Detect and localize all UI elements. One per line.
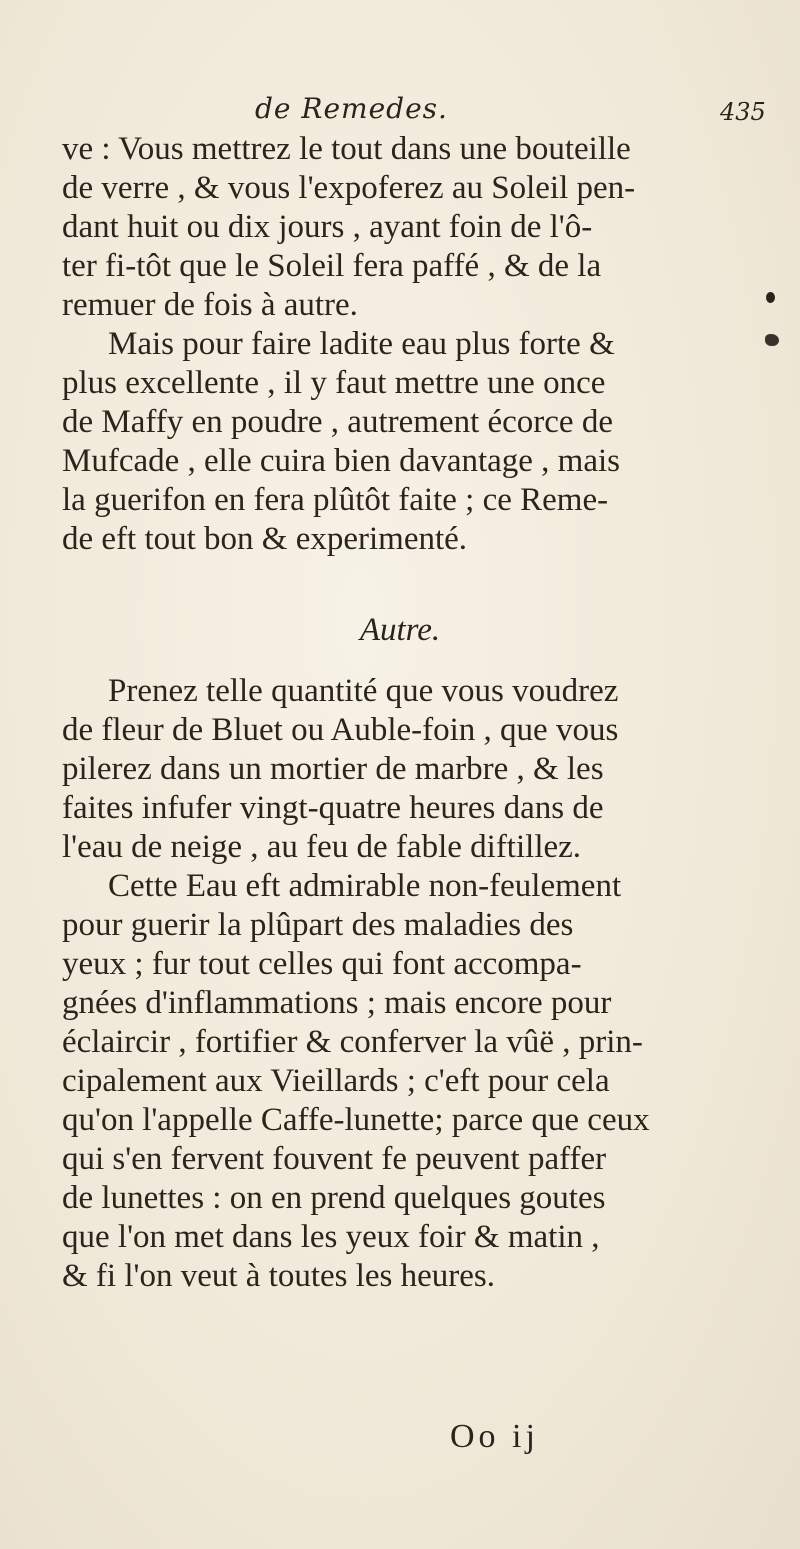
- text-line: gnées d'inflammations ; mais encore pour: [62, 985, 612, 1021]
- text-line: éclaircir , fortifier & conferver la vûë , prin-: [62, 1024, 643, 1060]
- text-line: que l'on met dans les yeux foir & matin ,: [62, 1219, 600, 1255]
- text-line: l'eau de neige , au feu de fable diftillez.: [62, 829, 582, 865]
- page-number: 435: [720, 98, 766, 126]
- text-line: ve : Vous mettrez le tout dans une bouteille: [62, 131, 631, 167]
- text-line: Mufcade , elle cuira bien davantage , mais: [62, 443, 621, 479]
- running-title: de Remedes.: [255, 92, 448, 125]
- text-line: Mais pour faire ladite eau plus forte &: [108, 326, 615, 362]
- text-line: faites infufer vingt-quatre heures dans de: [62, 790, 604, 826]
- paragraph-continuation: [62, 130, 782, 325]
- text-line: de fleur de Bluet ou Auble-foin , que vous: [62, 712, 619, 748]
- text-line: de lunettes : on en prend quelques goutes: [62, 1180, 606, 1216]
- signature-mark: Oo ij: [450, 1418, 539, 1455]
- text-line: plus excellente , il y faut mettre une once: [62, 365, 606, 401]
- text-line: pilerez dans un mortier de marbre , & les: [62, 751, 604, 787]
- text-line: de eft tout bon & experimenté.: [62, 521, 468, 557]
- text-line: qu'on l'appelle Caffe-lunette; parce que ceux: [62, 1102, 650, 1138]
- text-line: remuer de fois à autre.: [62, 287, 358, 323]
- section-heading: Autre.: [359, 612, 441, 648]
- ink-spot-mark: [766, 292, 775, 303]
- text-line: Prenez telle quantité que vous voudrez: [108, 673, 619, 709]
- text-line: de verre , & vous l'expoferez au Soleil pen-: [62, 170, 636, 206]
- text-line: Cette Eau eft admirable non-feulement: [108, 868, 622, 904]
- text-line: pour guerir la plûpart des maladies des: [62, 907, 574, 943]
- running-head: [0, 92, 800, 132]
- paragraph-virtues: [62, 867, 782, 1296]
- text-line: de Maffy en poudre , autrement écorce de: [62, 404, 613, 440]
- text-line: dant huit ou dix jours , ayant foin de l'ô-: [62, 209, 593, 245]
- text-line: & fi l'on veut à toutes les heures.: [62, 1258, 496, 1294]
- paragraph-recipe: [62, 672, 782, 867]
- paragraph-stronger-water: [62, 325, 782, 559]
- text-line: ter fi-tôt que le Soleil fera paffé , & de la: [62, 248, 602, 284]
- text-line: la guerifon en fera plûtôt faite ; ce Reme-: [62, 482, 609, 518]
- text-line: yeux ; fur tout celles qui font accompa-: [62, 946, 582, 982]
- text-line: cipalement aux Vieillards ; c'eft pour cela: [62, 1063, 610, 1099]
- ink-blot-mark: [765, 334, 779, 346]
- text-line: qui s'en fervent fouvent fe peuvent paffer: [62, 1141, 607, 1177]
